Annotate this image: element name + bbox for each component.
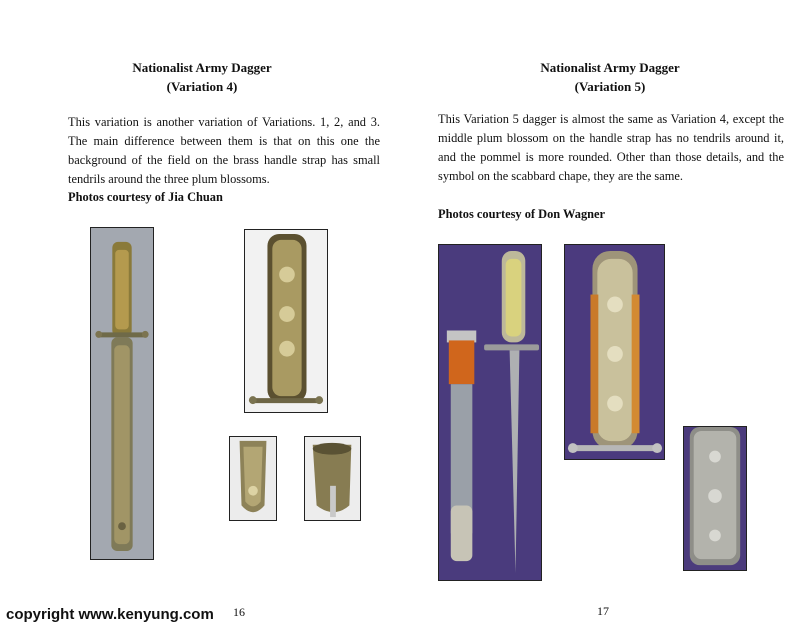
dagger-with-scabbard-photo [438,244,542,581]
dagger-full-photo [90,227,154,560]
copyright-watermark: copyright www.kenyung.com [6,606,214,623]
right-page [404,0,800,630]
left-title-line2: (Variation 4) [166,79,238,94]
scabbard-detail-purple-photo [683,426,747,571]
right-title-line2: (Variation 5) [574,79,646,94]
left-page-number: 16 [233,605,245,619]
left-title-line1: Nationalist Army Dagger [132,60,272,75]
right-photo-credit: Photos courtesy of Don Wagner [438,207,606,221]
right-page-number: 17 [597,604,609,618]
left-photo-credit: Photos courtesy of Jia Chuan [68,190,223,204]
handle-closeup-photo [244,229,328,413]
right-title-line1: Nationalist Army Dagger [540,60,680,75]
scabbard-throat-photo [304,436,361,521]
left-body-text: This variation is another variation of Variations. 1, 2, and 3. The main difference between them is that on this one the background of the field on the brass handle strap has small tendrils around the three plum blossoms. [68,115,380,186]
right-body-text: This Variation 5 dagger is almost the same as Variation 4, except the middle plum blossom on the handle strap has no tendrils around it, and the pommel is more rounded. Other than those details, and the symbol on the scabbard chape, they are the same. [438,112,784,183]
chape-closeup-photo [229,436,277,521]
right-page-title [412,58,800,96]
handle-closeup-purple-photo [564,244,665,460]
left-page-title [0,58,404,96]
